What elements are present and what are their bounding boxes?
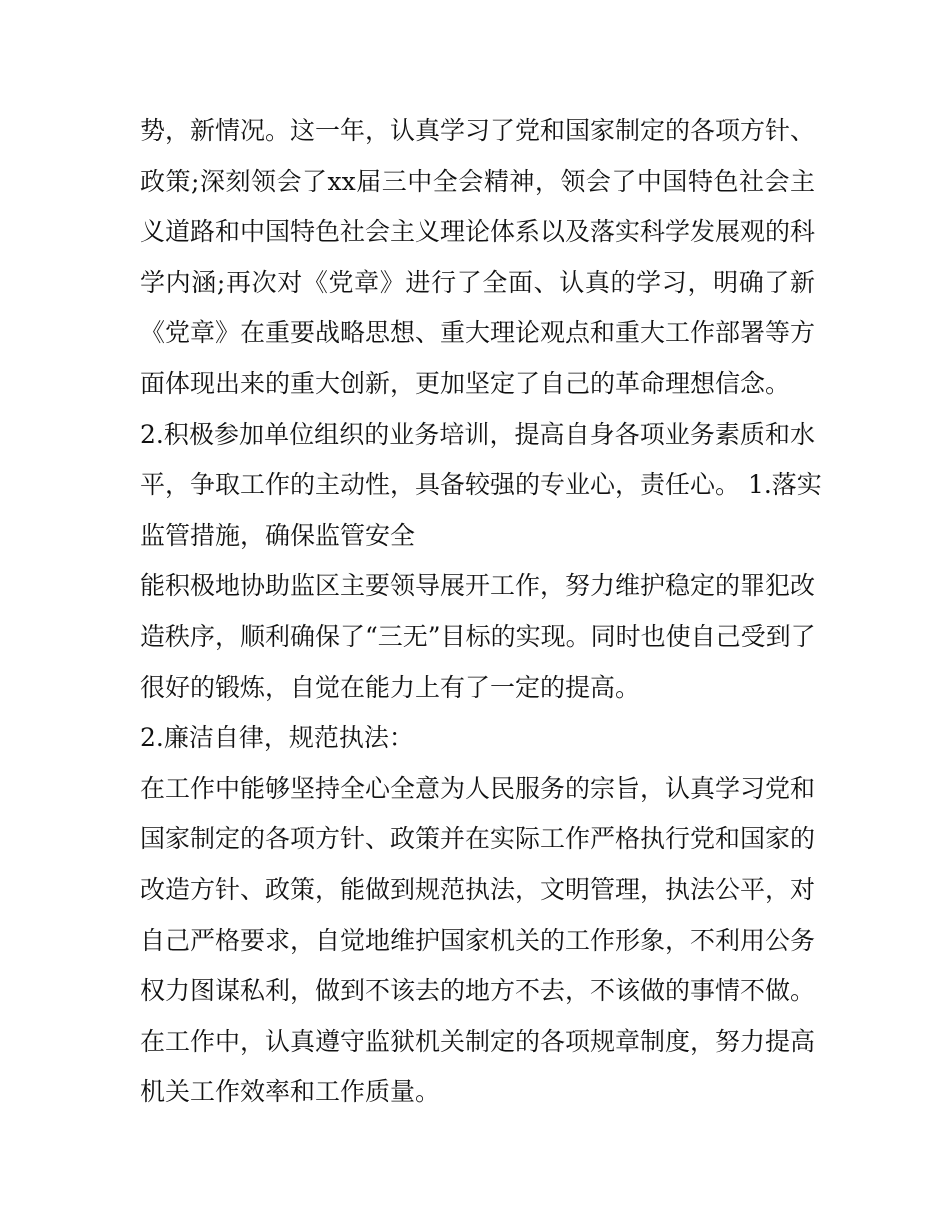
text-line: 2.积极参加单位组织的业务培训，提高自身各项业务素质和水 <box>140 419 815 449</box>
text-line: 造秩序，顺利确保了“三无”目标的实现。同时也使自己受到了 <box>140 621 816 651</box>
text-line: 政策;深刻领会了xx届三中全会精神，领会了中国特色社会主 <box>140 166 815 196</box>
text-line: 学内涵;再次对《党章》进行了全面、认真的学习，明确了新 <box>140 267 815 297</box>
text-line: 在工作中，认真遵守监狱机关制定的各项规章制度，努力提高 <box>140 1026 816 1056</box>
text-line: 能积极地协助监区主要领导展开工作，努力维护稳定的罪犯改 <box>140 571 816 601</box>
text-line: 2.廉洁自律，规范执法： <box>140 723 414 753</box>
text-line: 势，新情况。这一年，认真学习了党和国家制定的各项方针、 <box>140 116 816 145</box>
text-line: 义道路和中国特色社会主义理论体系以及落实科学发展观的科 <box>140 217 816 247</box>
text-line: 面体现出来的重大创新，更加坚定了自己的革命理想信念。 <box>140 368 791 398</box>
document-body <box>140 106 822 1118</box>
text-line: 《党章》在重要战略思想、重大理论观点和重大工作部署等方 <box>140 318 816 348</box>
text-line: 改造方针、政策，能做到规范执法，文明管理，执法公平，对 <box>140 874 816 904</box>
text-line: 国家制定的各项方针、政策并在实际工作严格执行党和国家的 <box>140 824 816 854</box>
text-line: 监管措施，确保监管安全 <box>140 520 416 550</box>
text-line: 在工作中能够坚持全心全意为人民服务的宗旨，认真学习党和 <box>140 773 816 803</box>
text-line: 机关工作效率和工作质量。 <box>140 1077 441 1107</box>
text-line: 平，争取工作的主动性，具备较强的专业心，责任心。 1.落实 <box>140 470 822 500</box>
text-line: 权力图谋私利，做到不该去的地方不去，不该做的事情不做。 <box>140 976 816 1006</box>
text-line: 很好的锻炼，自觉在能力上有了一定的提高。 <box>140 672 641 702</box>
text-line: 自己严格要求，自觉地维护国家机关的工作形象，不利用公务 <box>140 925 816 955</box>
